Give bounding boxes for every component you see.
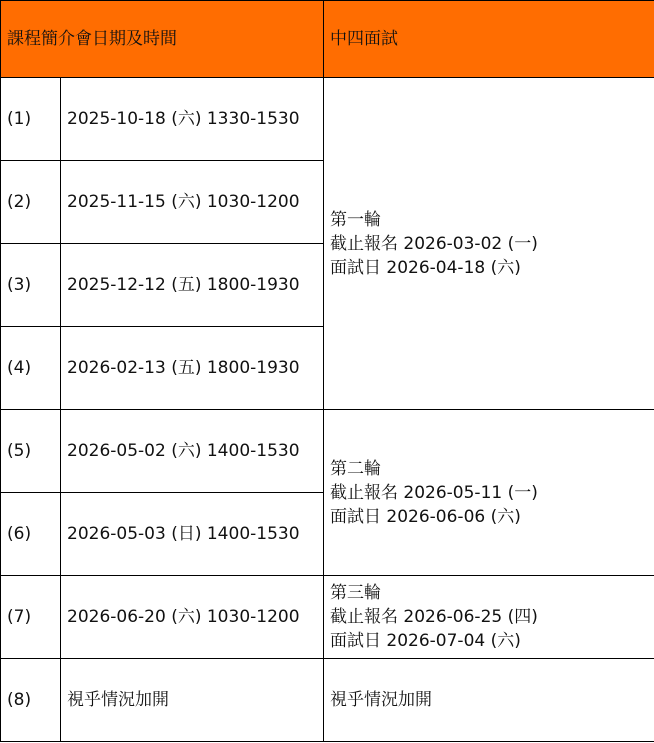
round-deadline: 截止報名 2026-06-25 (四)	[330, 607, 538, 627]
session-datetime: 2025-12-12 (五) 1800-1930	[61, 244, 324, 327]
header-dates: 課程簡介會日期及時間	[1, 1, 324, 78]
round-deadline: 截止報名 2026-05-11 (一)	[330, 482, 538, 503]
round-interview-date: 面試日 2026-04-18 (六)	[330, 257, 521, 278]
session-index: (7)	[1, 576, 61, 659]
session-index: (3)	[1, 244, 61, 327]
session-index: (6)	[1, 493, 61, 576]
session-datetime: 2026-05-02 (六) 1400-1530	[61, 410, 324, 493]
session-datetime: 視乎情況加開	[61, 659, 324, 742]
table-row	[1, 410, 654, 493]
table-row	[1, 576, 654, 659]
session-datetime: 2025-11-15 (六) 1030-1200	[61, 161, 324, 244]
session-index: (1)	[1, 78, 61, 161]
session-datetime: 2025-10-18 (六) 1330-1530	[61, 78, 324, 161]
header-row	[1, 1, 654, 78]
interview-round-1	[324, 78, 654, 410]
session-datetime: 2026-02-13 (五) 1800-1930	[61, 327, 324, 410]
interview-round-3	[324, 576, 654, 659]
round-deadline: 截止報名 2026-03-02 (一)	[330, 233, 538, 254]
interview-extra-note: 視乎情況加開	[324, 659, 654, 742]
session-index: (2)	[1, 161, 61, 244]
round-interview-date: 面試日 2026-07-04 (六)	[330, 631, 521, 651]
session-datetime: 2026-06-20 (六) 1030-1200	[61, 576, 324, 659]
interview-round-2	[324, 410, 654, 576]
table-row	[1, 78, 654, 161]
session-index: (8)	[1, 659, 61, 742]
round-title: 第二輪	[330, 458, 381, 479]
session-index: (5)	[1, 410, 61, 493]
session-index: (4)	[1, 327, 61, 410]
session-datetime: 2026-05-03 (日) 1400-1530	[61, 493, 324, 576]
round-interview-date: 面試日 2026-06-06 (六)	[330, 506, 521, 527]
header-interview: 中四面試	[324, 1, 654, 78]
table-row	[1, 659, 654, 742]
round-title: 第一輪	[330, 209, 381, 230]
round-title: 第三輪	[330, 583, 381, 603]
